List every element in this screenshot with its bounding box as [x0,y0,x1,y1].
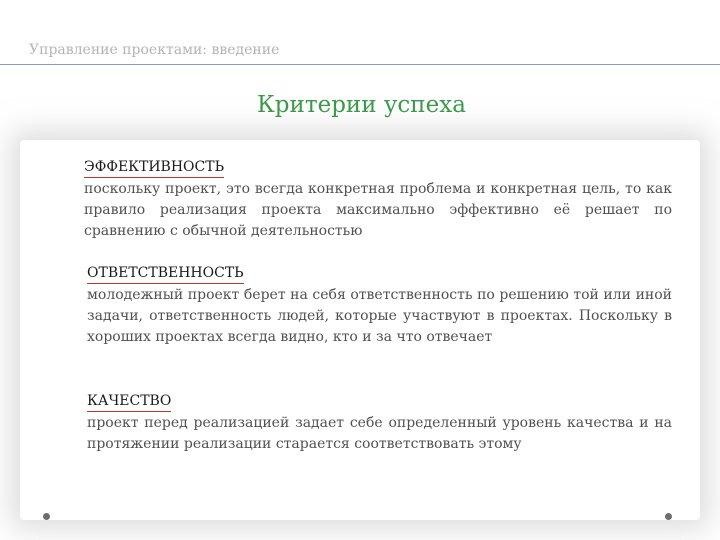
section-body: проект перед реализацией задает себе определенный уровень качества и на протяжении реализации старается соответствовать этому [87,415,672,452]
section-heading: ЭФФЕКТИВНОСТЬ [84,157,224,178]
section-heading: ОТВЕТСТВЕННОСТЬ [87,263,244,284]
section-body: поскольку проект, это всегда конкретная проблема и конкретная цель, то как правило реализация проекта максимально эффективно её решает по сравнению с обычной деятельностью [84,181,672,239]
section-effectiveness [84,156,672,242]
bullet-dot-decoration [665,513,672,520]
section-heading: КАЧЕСТВО [87,391,171,412]
bullet-dot-decoration [43,513,50,520]
section-quality [87,390,672,455]
header-divider [0,64,720,65]
section-body: молодежный проект берет на себя ответственность по решению той или иной задачи, ответственность людей, которые участвуют в проектах. Поскольку в хороших проектах всегда видно, кто и за что отвечает [87,287,672,345]
slide-header [0,0,720,66]
slide-title: Критерии успеха [257,92,466,118]
section-responsibility [87,262,672,348]
header-title: Управление проектами: введение [29,42,280,58]
